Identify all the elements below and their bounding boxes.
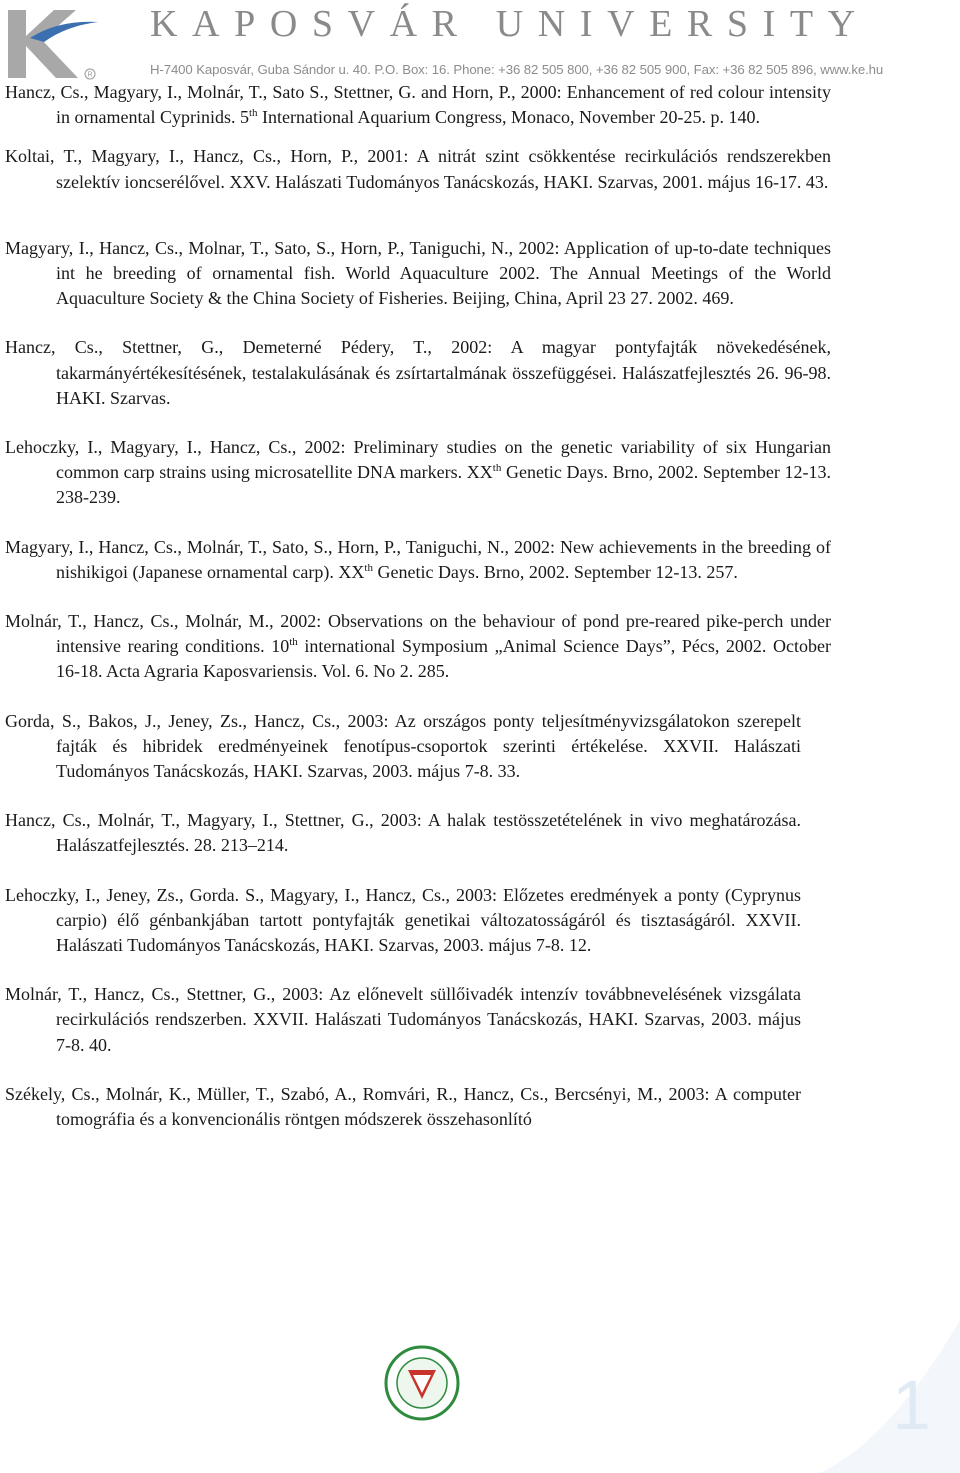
reference-item: Hancz, Cs., Magyary, I., Molnár, T., Sato S., Stettner, G. and Horn, P., 2000: Enhancement of red colour intensity in ornamental Cyprinids. 5th International Aquarium Congress, Monaco, November 20-25. p. 140. — [5, 82, 831, 128]
reference-item: Molnár, T., Hancz, Cs., Molnár, M., 2002: Observations on the behaviour of pond pre-reared pike-perch under intensive rearing conditions. 10th international Symposium „Animal Science Days”, Pécs, 2002. October 16-18. Acta Agraria Kaposvariensis. Vol. 6. No 2. 285. — [5, 611, 831, 682]
reference-item: Lehoczky, I., Magyary, I., Hancz, Cs., 2002: Preliminary studies on the genetic variability of six Hungarian common carp strains using microsatellite DNA markers. XXth Genetic Days. Brno, 2002. September 12-13. 238-239. — [5, 437, 831, 508]
letterhead — [0, 0, 960, 82]
iso-certification-seal — [382, 1343, 462, 1423]
reference-item: Székely, Cs., Molnár, K., Müller, T., Szabó, A., Romvári, R., Hancz, Cs., Bercsényi, M., 2003: A computer tomográfia és a konvencionális röntgen módszerek összehasonlító — [5, 1083, 801, 1130]
svg-text:R: R — [87, 71, 93, 79]
university-logo — [0, 2, 100, 82]
page-corner-decoration — [820, 1320, 960, 1473]
reference-item: Molnár, T., Hancz, Cs., Stettner, G., 2003: Az előnevelt süllőivadék intenzív továbbnevelésének vizsgálata recirkulációs rendszerben. XXVII. Halászati Tudományos Tanácskozás, HAKI. Szarvas, 2003. május 7-8. 40. — [5, 984, 801, 1055]
reference-item: Hancz, Cs., Stettner, G., Demeterné Pédery, T., 2002: A magyar pontyfajták növekedésének, takarmányértékesítésének, testalakulásának és zsírtartalmának összefüggései. Halászatfejlesztés 26. 96-98. HAKI. Szarvas. — [5, 337, 831, 408]
university-address: H-7400 Kaposvár, Guba Sándor u. 40. P.O. Box: 16. Phone: +36 82 505 800, +36 82 505 900, Fax: +36 82 505 896, www.ke.hu — [150, 62, 884, 77]
reference-item: Lehoczky, I., Jeney, Zs., Gorda. S., Magyary, I., Hancz, Cs., 2003: Előzetes eredmények a ponty (Cyprynus carpio) élő génbankjában tartott pontyfajták genetikai változatosságáról és tisztaságáról. XXVII. Halászati Tudományos Tanácskozás, HAKI. Szarvas, 2003. május 7-8. 12. — [5, 884, 801, 956]
reference-item: Koltai, T., Magyary, I., Hancz, Cs., Horn, P., 2001: A nitrát szint csökkentése recirkulációs rendszerekben szelektív ioncserélővel. XXV. Halászati Tudományos Tanácskozás, HAKI. Szarvas, 2001. május 16-17. 43. — [5, 146, 831, 192]
page-number: 1 — [892, 1366, 931, 1444]
reference-item: Magyary, I., Hancz, Cs., Molnár, T., Sato, S., Horn, P., Taniguchi, N., 2002: New achievements in the breeding of nishikigoi (Japanese ornamental carp). XXth Genetic Days. Brno, 2002. September 12-13. 257. — [5, 536, 831, 582]
reference-list — [5, 80, 831, 1132]
reference-item: Gorda, S., Bakos, J., Jeney, Zs., Hancz, Cs., 2003: Az országos ponty teljesítményvizsgálatokon szerepelt fajták és hibridek eredményeinek fenotípus-csoportok szerinti értékelése. XXVII. Halászati Tudományos Tanácskozás, HAKI. Szarvas, 2003. május 7-8. 33. — [5, 710, 801, 782]
reference-item: Magyary, I., Hancz, Cs., Molnar, T., Sato, S., Horn, P., Taniguchi, N., 2002: Application of up-to-date techniques int he breeding of ornamental fish. World Aquaculture 2002. The Annual Meetings of the World Aquaculture Society & the China Society of Fisheries. Beijing, China, April 23 27. 2002. 469. — [5, 237, 831, 309]
university-name: KAPOSVÁR UNIVERSITY — [150, 3, 870, 45]
reference-item: Hancz, Cs., Molnár, T., Magyary, I., Stettner, G., 2003: A halak testösszetételének in vivo meghatározása. Halászatfejlesztés. 28. 213–214. — [5, 810, 801, 856]
